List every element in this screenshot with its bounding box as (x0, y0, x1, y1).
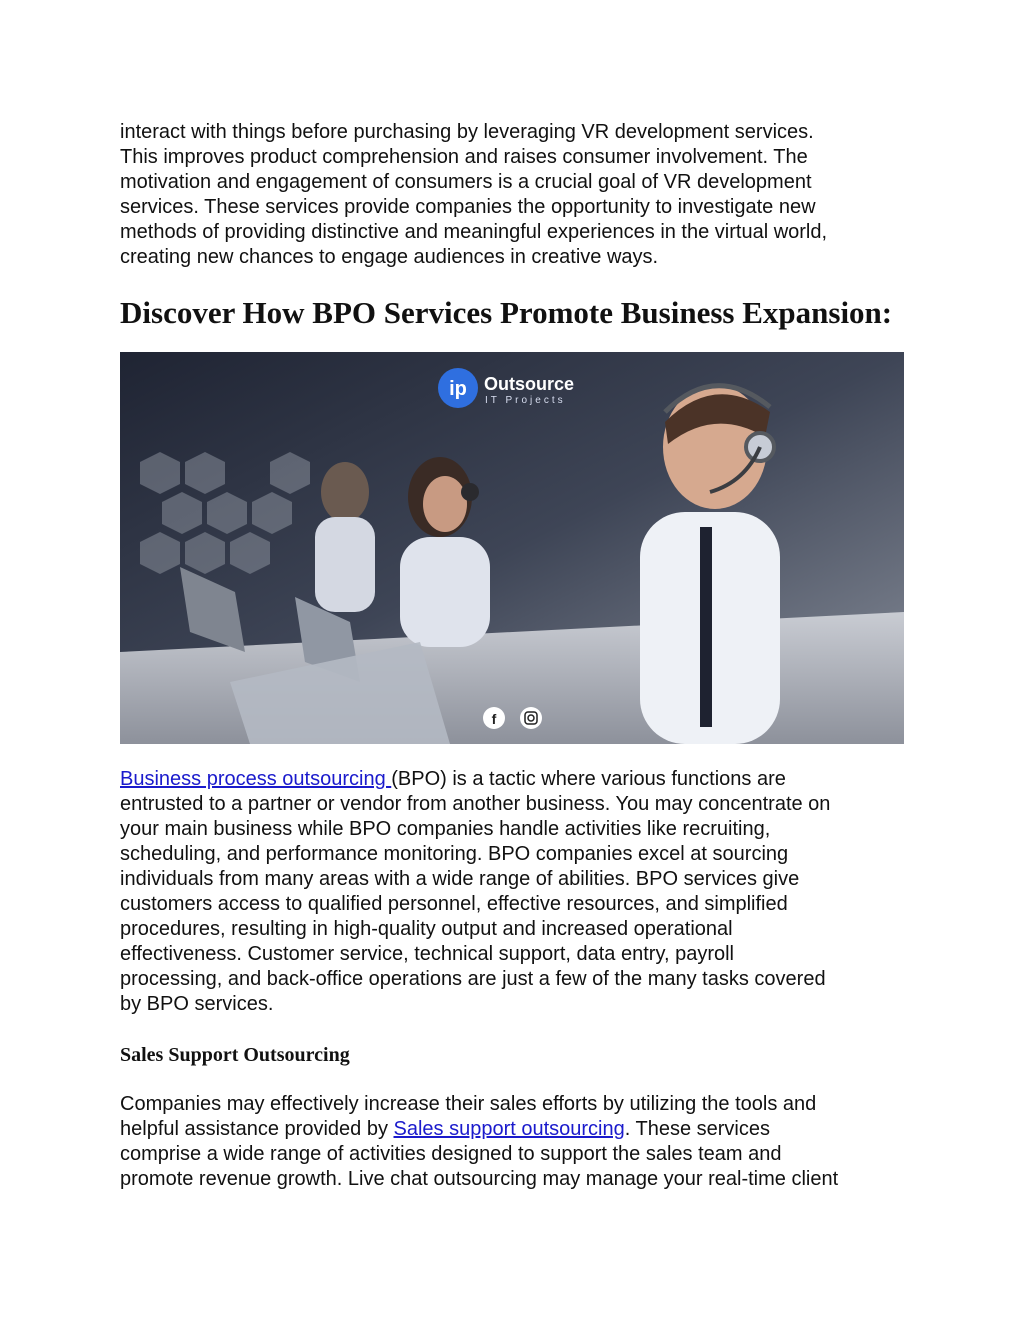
text-line: motivation and engagement of consumers is a crucial goal of VR development (120, 171, 812, 193)
logo-mark: ip (449, 378, 467, 400)
svg-text:f: f (491, 711, 497, 727)
text-line (120, 767, 910, 792)
text-line: by BPO services. (120, 993, 274, 1015)
text-line: individuals from many areas with a wide range of abilities. BPO services give (120, 868, 800, 890)
outsource-logo (438, 368, 574, 408)
text-line: services. These services provide companies the opportunity to investigate new (120, 196, 816, 218)
sales-support-outsourcing-link[interactable]: Sales support outsourcing (393, 1118, 625, 1140)
text-line: comprise a wide range of activities designed to support the sales team and (120, 1143, 782, 1165)
background-worker (315, 462, 375, 612)
text-line: procedures, resulting in high-quality output and increased operational (120, 918, 733, 940)
business-process-outsourcing-link[interactable]: Business process outsourcing (120, 768, 392, 790)
bpo-paragraph (120, 767, 910, 1017)
text-line: This improves product comprehension and raises consumer involvement. The (120, 146, 808, 168)
sales-support-paragraph (120, 1092, 910, 1192)
text-line: scheduling, and performance monitoring. BPO companies excel at sourcing (120, 843, 789, 865)
instagram-icon (520, 707, 542, 729)
text-fragment: helpful assistance provided by (120, 1118, 394, 1140)
logo-name: Outsource (484, 374, 575, 394)
text-line: effectiveness. Customer service, technical support, data entry, payroll (120, 943, 734, 965)
text-line: creating new chances to engage audiences in creative ways. (120, 246, 659, 268)
text-line: interact with things before purchasing by leveraging VR development services. (120, 121, 814, 143)
sales-support-heading: Sales Support Outsourcing (120, 1044, 350, 1066)
text-line (120, 1117, 910, 1142)
text-fragment: (BPO) is a tactic where various functions are (391, 768, 786, 790)
logo-tagline: IT Projects (485, 395, 566, 406)
text-line: entrusted to a partner or vendor from another business. You may concentrate on (120, 793, 831, 815)
text-line: processing, and back-office operations are just a few of the many tasks covered (120, 968, 826, 990)
facebook-icon (483, 707, 505, 729)
vr-services-paragraph (120, 120, 910, 270)
text-fragment: . These services (624, 1118, 770, 1140)
text-line: your main business while BPO companies handle activities like recruiting, (120, 818, 771, 840)
text-line: customers access to qualified personnel, effective resources, and simplified (120, 893, 788, 915)
text-line: methods of providing distinctive and meaningful experiences in the virtual world, (120, 221, 828, 243)
call-center-photo (120, 352, 904, 744)
text-line: Companies may effectively increase their sales efforts by utilizing the tools and (120, 1093, 817, 1115)
bpo-heading: Discover How BPO Services Promote Business Expansion: (120, 295, 893, 330)
text-line: promote revenue growth. Live chat outsourcing may manage your real-time client (120, 1168, 839, 1190)
